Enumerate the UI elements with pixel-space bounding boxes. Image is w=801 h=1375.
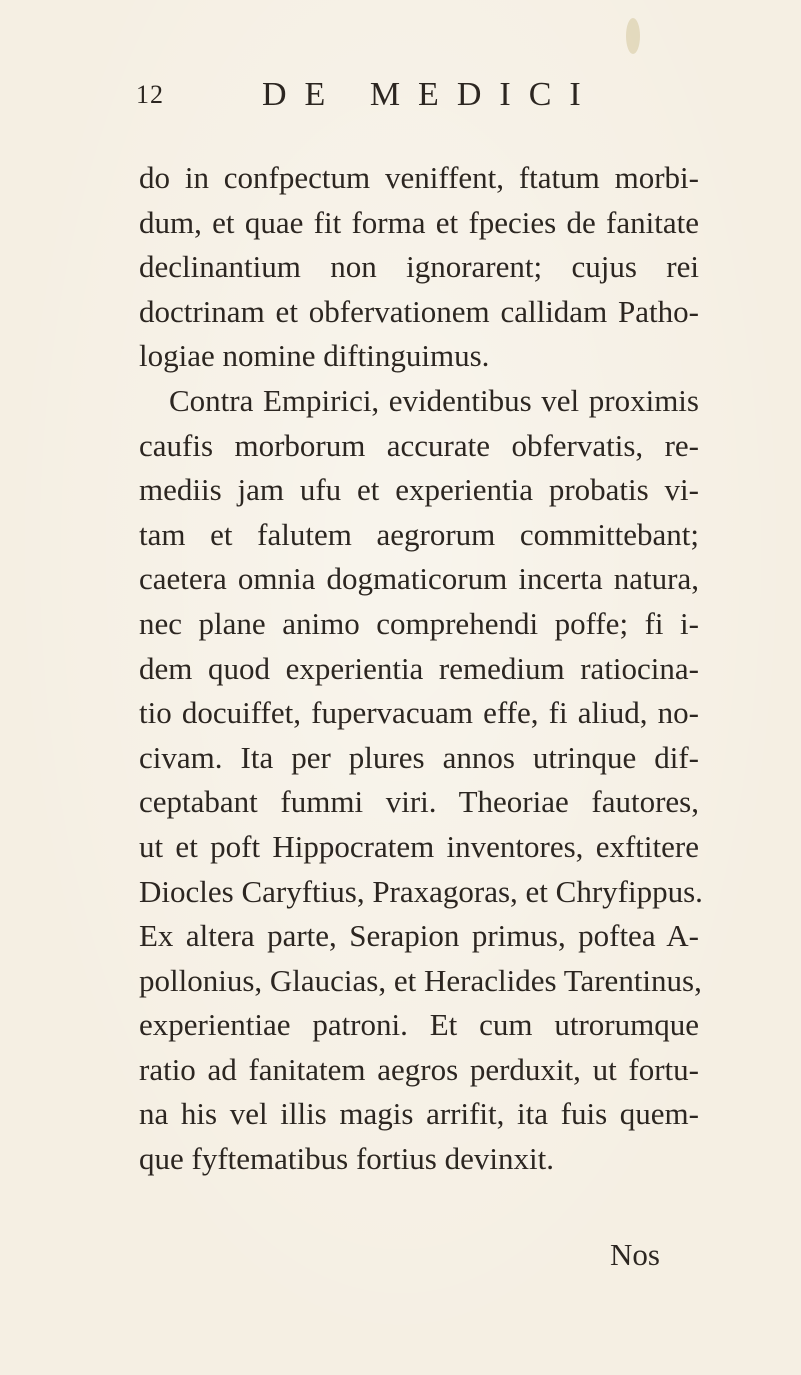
- catchword: Nos: [610, 1237, 660, 1272]
- text-line: ceptabant fummi viri. Theoriae fautores,: [139, 784, 699, 820]
- text-line: logiae nomine diftinguimus.: [139, 338, 490, 374]
- text-line: civam. Ita per plures annos utrinque dif-: [139, 739, 699, 775]
- text-line: experientiae patroni. Et cum utrorumque: [139, 1007, 699, 1043]
- text-line: Contra Empirici, evidentibus vel proximis: [169, 382, 699, 418]
- text-line: tio docuiffet, fupervacuam effe, fi aliud, no-: [139, 695, 699, 731]
- page-header: [136, 76, 676, 126]
- text-line: tam et falutem aegrorum committebant;: [139, 516, 699, 552]
- body-text: [139, 156, 703, 1182]
- text-line: dum, et quae fit forma et fpecies de fanitate: [139, 204, 699, 240]
- text-line: declinantium non ignorarent; cujus rei: [139, 249, 699, 285]
- text-line: caufis morborum accurate obfervatis, re-: [139, 427, 699, 463]
- text-line: Ex altera parte, Serapion primus, poftea A-: [139, 918, 699, 954]
- page-number: 12: [136, 80, 164, 109]
- text-line: caetera omnia dogmaticorum incerta natura,: [139, 561, 699, 597]
- text-line: mediis jam ufu et experientia probatis vi-: [139, 472, 699, 508]
- text-line: ut et poft Hippocratem inventores, exftitere: [139, 828, 699, 864]
- text-line: doctrinam et obfervationem callidam Patho-: [139, 293, 699, 329]
- text-line: na his vel illis magis arrifit, ita fuis quem-: [139, 1096, 699, 1132]
- text-line: pollonius, Glaucias, et Heraclides Tarentinus,: [139, 962, 702, 998]
- text-line: ratio ad fanitatem aegros perduxit, ut fortu-: [139, 1051, 699, 1087]
- text-line: dem quod experientia remedium ratiocina-: [139, 650, 699, 686]
- running-head: DE MEDICI: [262, 76, 599, 113]
- text-line: nec plane animo comprehendi poffe; fi i-: [139, 605, 699, 641]
- text-line: Diocles Caryftius, Praxagoras, et Chryfippus.: [139, 873, 703, 909]
- text-line: do in confpectum veniffent, ftatum morbi-: [139, 160, 699, 195]
- paper-stain: [626, 18, 640, 54]
- text-line: que fyftematibus fortius devinxit.: [139, 1141, 554, 1177]
